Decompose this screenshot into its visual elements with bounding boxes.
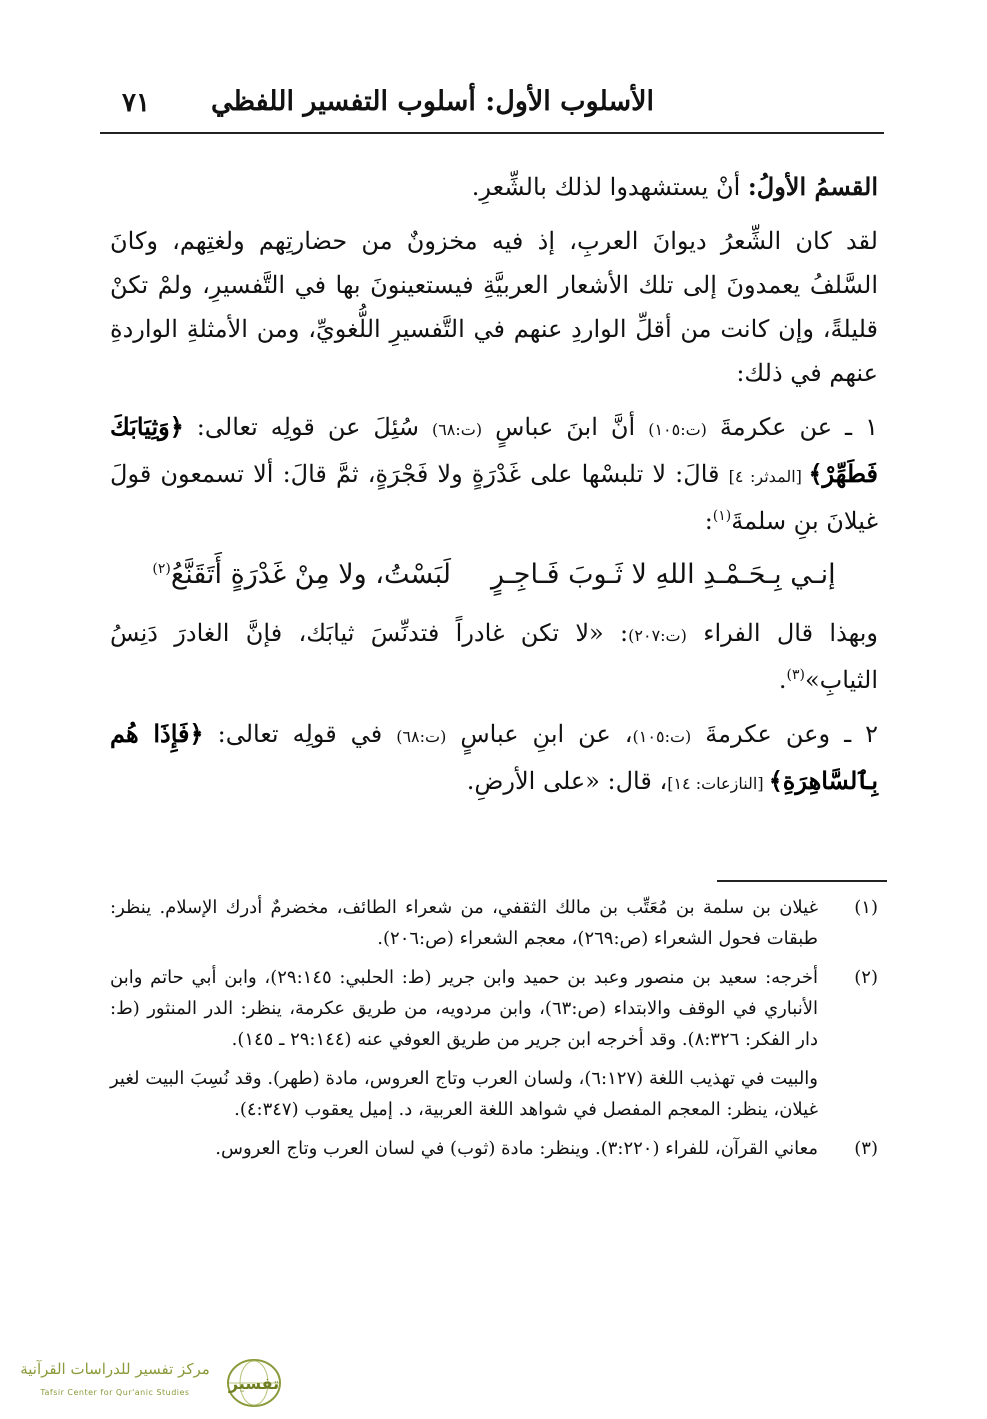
death-date-ref: (ت:٢٠٧): [628, 626, 687, 645]
quran-verse: ﴿وَثِيَابَكَ فَطَهِّرْ﴾: [110, 412, 878, 488]
publisher-logo: [8, 1356, 290, 1414]
death-date-ref: (ت:١٠٥): [632, 727, 692, 746]
example-1-text: قالَ: لا تلبسْها على غَدْرَةٍ ولا فَجْرَةٍ، ثمَّ قالَ: ألا تسمعون قولَ غيلانَ بنِ سلمةَ: [110, 460, 878, 535]
example-1-text: سُئِلَ عن قولِه تعالى:: [183, 413, 432, 441]
logo-name-arabic: مركز تفسير للدراسات القرآنية: [20, 1360, 210, 1378]
paragraph-farra: [110, 611, 878, 702]
page-number: ٧١: [122, 88, 150, 118]
footnote-divider: [717, 880, 887, 882]
page-header: [100, 84, 884, 134]
example-2: [110, 712, 878, 806]
example-1: [110, 405, 878, 543]
hemistich-2-text: لَبَسْتُ، ولا مِنْ غَدْرَةٍ أَتَقَنَّعُ: [170, 559, 451, 590]
example-2-text: ، عن ابنِ عباسٍ: [446, 720, 633, 748]
death-date-ref: (ت:٦٨): [431, 420, 483, 439]
logo-mark-text: تفسير: [228, 1374, 280, 1393]
logo-mark-icon: [226, 1358, 282, 1408]
footnote-marker: (٣): [786, 667, 805, 683]
death-date-ref: (ت:٦٨): [396, 727, 447, 746]
example-1-text: :: [704, 507, 713, 535]
footnote-number: (١): [854, 897, 878, 918]
death-date-ref: (ت:١٠٥): [648, 420, 707, 439]
example-1-text: أنَّ ابنَ عباسٍ: [482, 413, 649, 441]
example-2-text: ، قال: «على الأرضِ.: [466, 767, 668, 795]
quran-verse: ﴿فَإِذَا هُم بِٱلسَّاهِرَةِ﴾: [110, 719, 878, 795]
surah-reference: [النازعات: ١٤]: [667, 774, 769, 793]
running-title: الأسلوب الأول: أسلوب التفسير اللفظي: [210, 86, 654, 117]
example-2-text: في قولِه تعالى:: [203, 720, 397, 748]
hemistich-2: [152, 553, 451, 597]
logo-name-english: Tafsir Center for Qur'anic Studies: [40, 1388, 190, 1397]
footnote-text: غيلان بن سلمة بن مُعَتِّب بن مالك الثقفي، من شعراء الطائف، مخضرمٌ أدرك الإسلام. ينظر: طبقات فحول الشعراء (ص:٢٦٩)، معجم الشعراء (ص:٢٠٦).: [110, 897, 818, 949]
footnote: [110, 892, 878, 954]
footnote: [110, 1133, 878, 1164]
surah-reference: [المدثر: ٤]: [728, 467, 809, 486]
main-text: [110, 165, 878, 816]
section-heading: القسمُ الأولُ:: [747, 172, 878, 201]
hemistich-1: إنـي بِـحَـمْـدِ اللهِ لا ثَـوبَ فَـاجِـرٍ: [490, 559, 836, 590]
section-text: أنْ يستشهدوا لذلك بالشِّعرِ.: [471, 173, 748, 201]
footnote-text: والبيت في تهذيب اللغة (٦:١٢٧)، ولسان العرب وتاج العروس، مادة (طهر). وقد نُسِبَ البيت لغير غيلان، ينظر: المعجم المفصل في شواهد اللغة العربية، د. إميل يعقوب (٤:٣٤٧).: [110, 1068, 819, 1120]
footnote-text: معاني القرآن، للفراء (٣:٢٢٠). وينظر: مادة (ثوب) في لسان العرب وتاج العروس.: [215, 1138, 818, 1159]
footnote-text: أخرجه: سعيد بن منصور وعبد بن حميد وابن جرير (ط: الحلبي: ٢٩:١٤٥)، وابن أبي حاتم وابن الأنباري في الوقف والابتداء (ص:٦٣)، وابن مردويه، من طريق عكرمة، ينظر: الدر المنثور (ط: دار الفكر: ٨:٣٢٦). وقد أخرجه ابن جرير من طريق العوفي عنه (٢٩:١٤٤ ـ ١٤٥).: [110, 967, 818, 1050]
paragraph-1: لقد كان الشِّعرُ ديوانَ العربِ، إذ فيه مخزونٌ من حضارتِهم ولغتِهم، وكانَ السَّلفُ يعمدونَ إلى تلك الأشعار العربيَّةِ فيستعينونَ بها في التَّفسيرِ، ولمْ تكنْ قليلةً، وإن كانت من أقلِّ الواردِ عنهم في التَّفسيرِ اللُّغويِّ، ومن الأمثلةِ الواردةِ عنهم في ذلك:: [110, 227, 878, 387]
example-1-text: ١ ـ عن عكرمةَ: [706, 413, 878, 441]
farra-text: : «لا تكن غادراً فتدنِّسَ ثيابَك، فإنَّ الغادرَ دَنِسُ الثيابِ»: [110, 619, 878, 694]
footnote-number: (٢): [854, 967, 878, 988]
poetry-verse: [110, 553, 878, 597]
section-intro: [110, 165, 878, 209]
footnote-number: [818, 1063, 878, 1125]
footnote-marker: (٢): [152, 561, 171, 577]
farra-text: .: [778, 666, 787, 694]
footnotes: [110, 892, 878, 1172]
example-2-text: ٢ ـ وعن عكرمةَ: [691, 720, 879, 748]
footnote-marker: (١): [712, 508, 732, 524]
footnote: [110, 1063, 878, 1125]
footnote-number: (٣): [854, 1138, 878, 1159]
footnote: [110, 962, 878, 1055]
farra-text: وبهذا قال الفراء: [686, 619, 878, 647]
